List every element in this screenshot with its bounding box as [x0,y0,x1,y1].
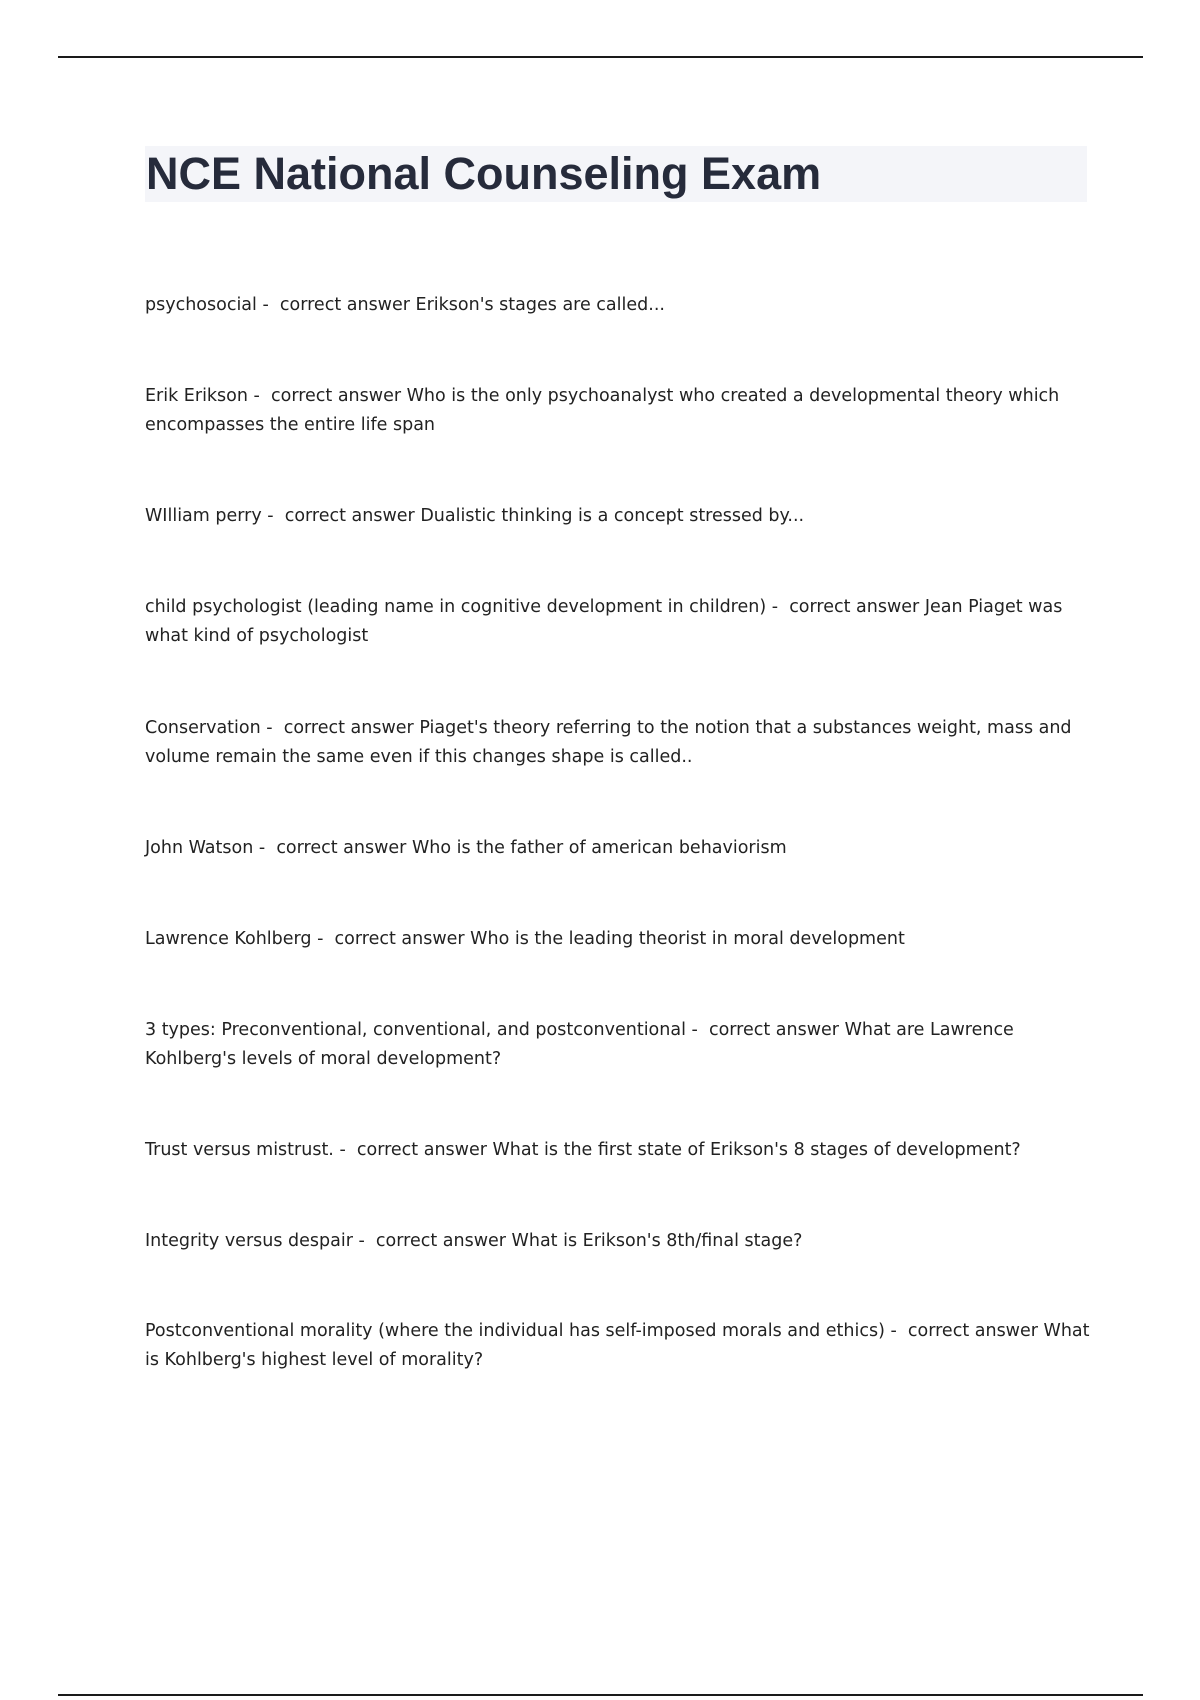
qa-separator: - correct answer [253,838,412,858]
qa-separator: - correct answer [247,386,407,406]
qa-item [145,714,1095,772]
qa-question: What is Erikson's 8th/final stage? [511,1231,803,1251]
qa-item [145,291,1095,320]
qa-question: Dualistic thinking is a concept stressed by... [420,506,805,526]
qa-separator: - correct answer [352,1231,512,1251]
qa-item [145,925,1095,954]
qa-question: Jean Piaget was what kind of psychologist [145,597,1063,646]
qa-separator: - correct answer [884,1321,1044,1341]
qa-question: Who is the only psychoanalyst who created a developmental theory which encompasses the entire life span [145,386,1060,435]
qa-answer: child psychologist (leading name in cognitive development in children) [145,597,767,617]
qa-item [145,1317,1095,1375]
qa-item [145,593,1095,651]
qa-separator: - correct answer [256,295,416,315]
qa-answer: Conservation [145,718,261,738]
qa-question: Who is the leading theorist in moral development [470,929,905,949]
qa-question: What is Kohlberg's highest level of morality? [145,1321,1090,1370]
qa-question: What are Lawrence Kohlberg's levels of moral development? [145,1020,1014,1069]
qa-question: Who is the father of american behaviorism [411,838,787,858]
qa-answer: Lawrence Kohlberg [145,929,312,949]
top-rule [58,56,1143,58]
qa-separator: - correct answer [685,1020,845,1040]
qa-item [145,1136,1095,1165]
qa-answer: John Watson [145,838,254,858]
qa-item [145,1227,1095,1256]
qa-answer: Integrity versus despair [145,1231,353,1251]
qa-answer: 3 types: Preconventional, conventional, and postconventional [145,1020,686,1040]
qa-question: Erikson's stages are called... [415,295,665,315]
qa-item [145,502,1095,531]
qa-question: Piaget's theory referring to the notion that a substances weight, mass and volume remain the same even if this changes shape is called.. [145,718,1072,767]
qa-separator: - correct answer [766,597,925,617]
qa-item [145,834,1095,863]
qa-answer: WIlliam perry [145,506,262,526]
qa-question: What is the first state of Erikson's 8 stages of development? [492,1140,1021,1160]
qa-answer: Erik Erikson [145,386,248,406]
page-title: NCE National Counseling Exam [146,148,822,199]
qa-separator: - correct answer [333,1140,493,1160]
qa-item [145,1016,1095,1074]
qa-separator: - correct answer [260,718,420,738]
qa-answer: psychosocial [145,295,257,315]
qa-separator: - correct answer [311,929,471,949]
qa-answer: Postconventional morality (where the individual has self-imposed morals and ethics) [145,1321,885,1341]
qa-separator: - correct answer [261,506,421,526]
qa-answer: Trust versus mistrust. [145,1140,334,1160]
bottom-rule [58,1694,1143,1696]
qa-item [145,382,1095,440]
